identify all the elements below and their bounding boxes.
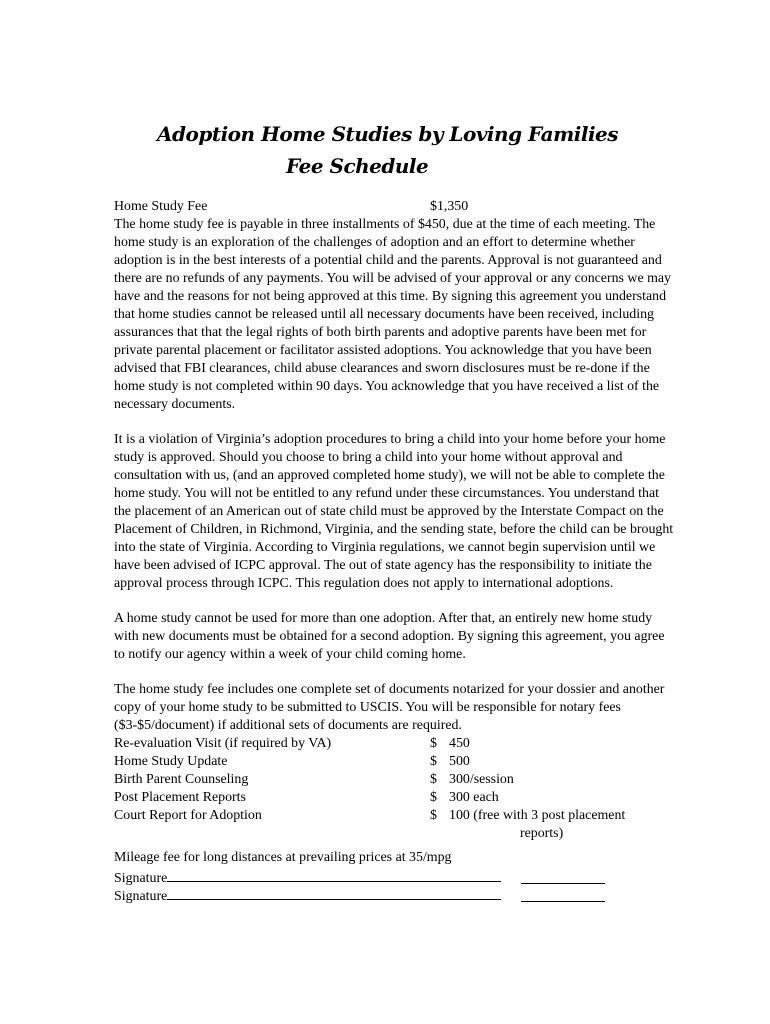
signature-line[interactable] xyxy=(167,885,501,900)
paragraph-single-adoption: A home study cannot be used for more than one adoption. After that, an entirely new home study with new documents must be obtained for a second adoption. By signing this agreement, you agree to notify our agency within a week of your child coming home. xyxy=(114,611,665,662)
fee-dollar-sign: $ xyxy=(430,808,437,823)
fee-dollar-sign: $ xyxy=(430,790,437,805)
paragraph-payment-terms: The home study fee is payable in three installments of $450, due at the time of each meeting. The home study is an exploration of the challenges of adoption and an effort to determine whether adoption is in the best interests of a potential child and the parents. Approval is not guaranteed and there are no refunds of any payments. You will be advised of your approval or any concerns we may have and the reasons for not being approved at this time. By signing this agreement you understand that home studies cannot be released until all necessary documents have been received, including assurances that that the legal rights of both birth parents and adoptive parents have been met for private parental placement or facilitator assisted adoptions. You acknowledge that you have been advised that FBI clearances, child abuse clearances and sworn disclosures must be re-done if the home study is not completed within 90 days. You acknowledge that you have received a list of the necessary documents. xyxy=(114,217,672,412)
fee-label: Birth Parent Counseling xyxy=(114,772,249,787)
fee-amount: 300 each xyxy=(449,790,499,805)
paragraph-documents-included: The home study fee includes one complete set of documents notarized for your dossier and another copy of your home study to be submitted to USCIS. You will be responsible for notary fees ($3-$5/document) if additional sets of documents are required. xyxy=(114,682,665,733)
signature-row-1 xyxy=(114,867,674,885)
fee-amount: 100 (free with 3 post placement xyxy=(449,808,626,823)
fee-row xyxy=(114,753,674,771)
title-line-2: Fee Schedule xyxy=(286,154,429,178)
paragraph-virginia-procedures: It is a violation of Virginia’s adoption procedures to bring a child into your home before your home study is approved. Should you choose to bring a child into your home without approval and consultation with us, (and an approved completed home study), we will not be able to complete the home study. You will not be entitled to any refund under these circumstances. You understand that the placement of an American out of state child must be approved by the Interstate Compact on the Placement of Children, in Richmond, Virginia, and the sending state, before the child can be brought into the state of Virginia. According to Virginia regulations, we cannot begin supervision until we have been advised of ICPC approval. The out of state agency has the responsibility to initiate the approval process through ICPC. This regulation does not apply to international adoptions. xyxy=(114,432,674,591)
fee-label: Court Report for Adoption xyxy=(114,808,262,823)
home-study-fee-label: Home Study Fee xyxy=(114,199,208,214)
fee-row-continuation xyxy=(114,825,674,843)
home-study-fee-amount: $1,350 xyxy=(430,199,469,214)
mileage-text: Mileage fee for long distances at prevailing prices at 35/mpg xyxy=(114,850,452,865)
fee-amount-continuation: reports) xyxy=(520,826,564,841)
fee-amount: 450 xyxy=(449,736,470,751)
signature-line[interactable] xyxy=(167,867,501,882)
fee-dollar-sign: $ xyxy=(430,754,437,769)
fee-amount: 300/session xyxy=(449,772,514,787)
date-line[interactable] xyxy=(521,869,605,884)
fee-dollar-sign: $ xyxy=(430,736,437,751)
signature-row-2 xyxy=(114,885,674,903)
signature-label: Signature xyxy=(114,871,168,886)
fee-row xyxy=(114,789,674,807)
mileage-note xyxy=(114,849,674,867)
date-line[interactable] xyxy=(521,887,605,902)
document-title xyxy=(0,118,770,182)
fee-label: Post Placement Reports xyxy=(114,790,246,805)
home-study-fee-row xyxy=(114,198,674,216)
fee-amount: 500 xyxy=(449,754,470,769)
fee-row xyxy=(114,807,674,825)
document-body xyxy=(114,198,674,903)
fee-label: Home Study Update xyxy=(114,754,228,769)
fee-row xyxy=(114,771,674,789)
fee-row xyxy=(114,735,674,753)
fee-dollar-sign: $ xyxy=(430,772,437,787)
signature-label: Signature xyxy=(114,889,168,904)
fee-label: Re-evaluation Visit (if required by VA) xyxy=(114,736,332,751)
title-line-1: Adoption Home Studies by Loving Families xyxy=(157,122,619,146)
